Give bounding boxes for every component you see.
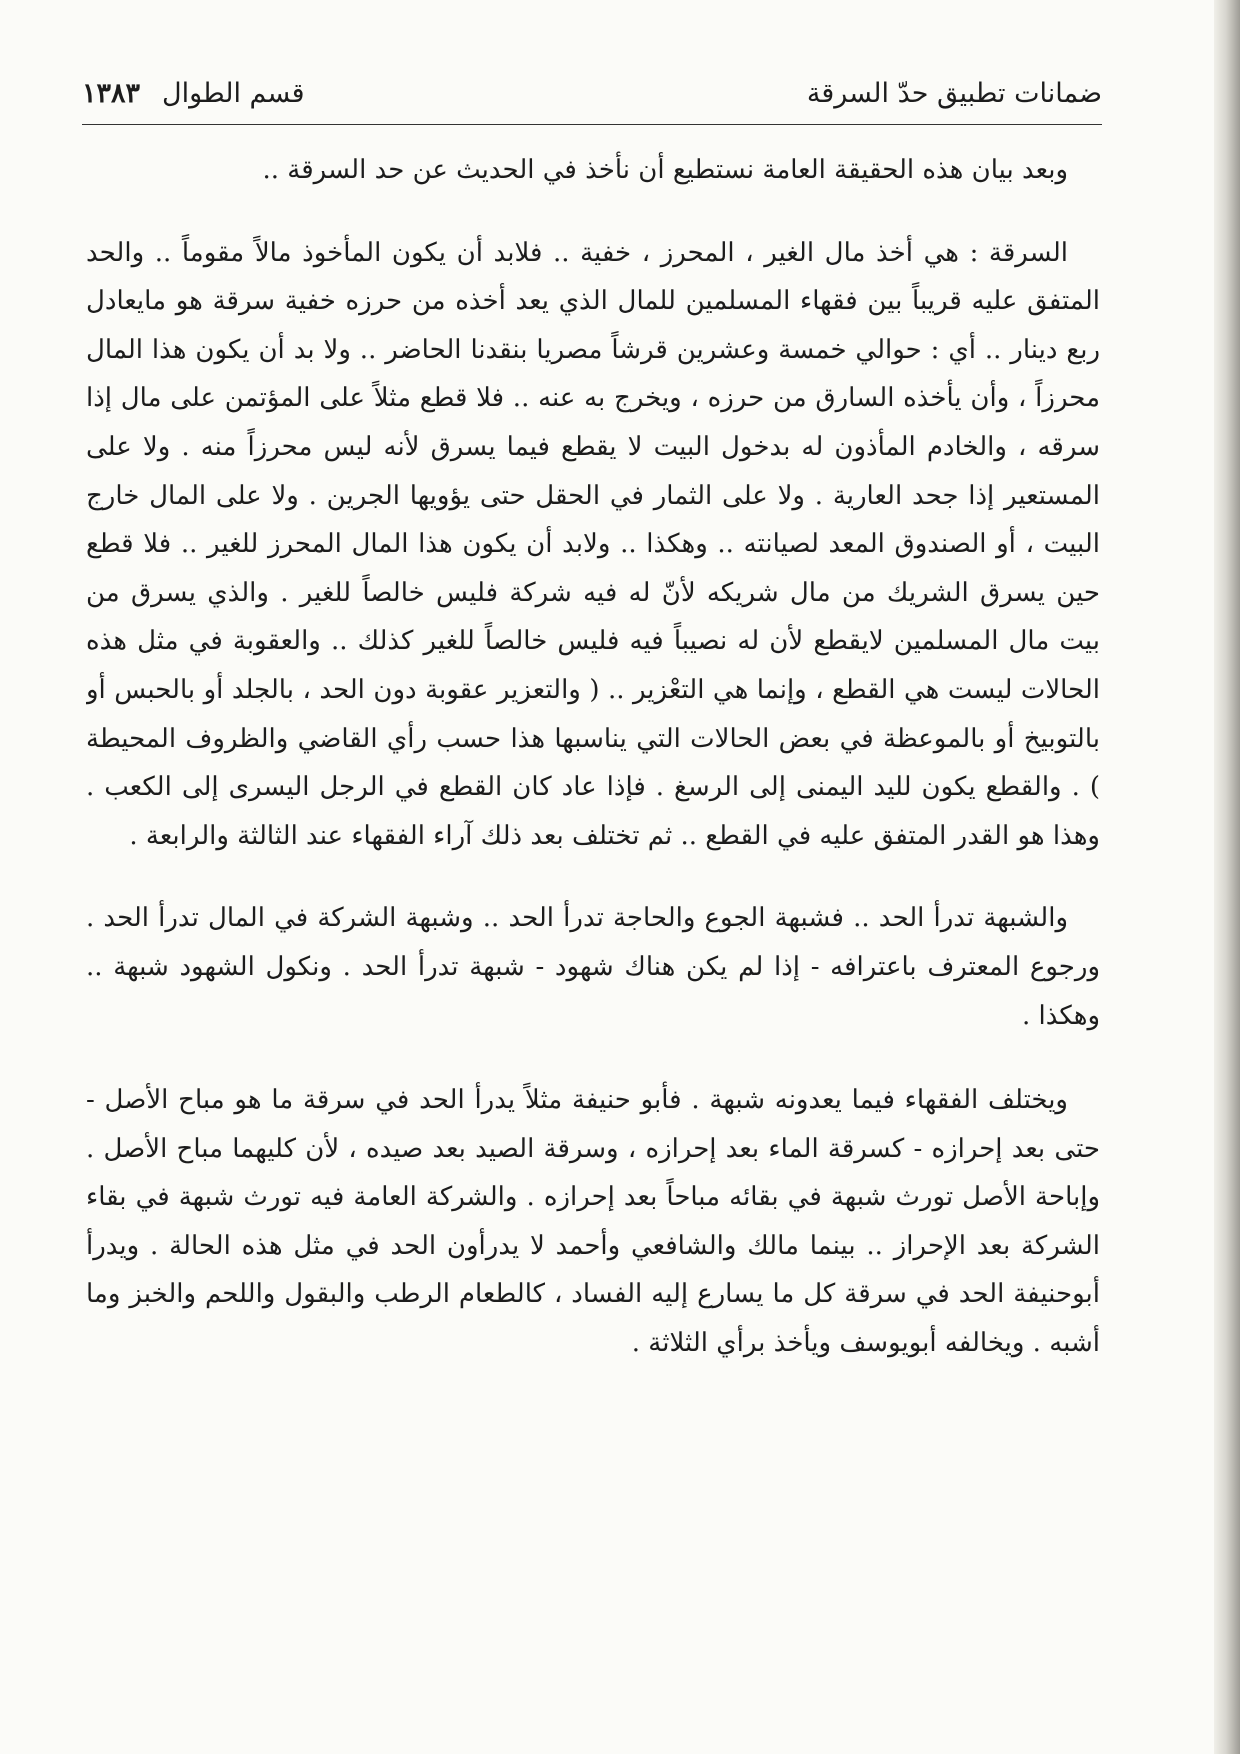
paragraph-theft-definition: السرقة : هي أخذ مال الغير ، المحرز ، خفية .. فلابد أن يكون المأخوذ مالاً مقوماً .. والحد المتفق عليه قريباً بين فقهاء المسلمين للمال الذي يعد أخذه من حرزه خفية سرقة هو مايعادل ربع دينار .. أي : حوالي خمسة وعشرين قرشاً مصريا بنقدنا الحاضر .. ولا بد أن يكون هذا المال محرزاً ، وأن يأخذه السارق من حرزه ، ويخرج به عنه .. فلا قطع مثلاً على المؤتمن على مال إذا سرقه ، والخادم المأذون له بدخول البيت لا يقطع فيما يسرق لأنه ليس محرزاً منه . ولا على المستعير إذا جحد العارية . ولا على الثمار في الحقل حتى يؤويها الجرين . ولا على المال خارج البيت ، أو الصندوق المعد لصيانته .. وهكذا .. ولابد أن يكون هذا المال المحرز للغير .. فلا قطع حين يسرق الشريك من مال شريكه لأنّ له فيه شركة فليس خالصاً للغير . والذي يسرق من بيت مال المسلمين لايقطع لأن له نصيباً فيه فليس خالصاً للغير كذلك .. والعقوبة في مثل هذه الحالات ليست هي القطع ، وإنما هي التعْزير .. ( والتعزير عقوبة دون الحد ، بالجلد أو بالحبس أو بالتوبيخ أو بالموعظة في بعض الحالات التي يناسبها هذا حسب رأي القاضي والظروف المحيطة ) . والقطع يكون لليد اليمنى إلى الرسغ . فإذا عاد كان القطع في الرجل اليسرى إلى الكعب . وهذا هو القدر المتفق عليه في القطع .. ثم تختلف بعد ذلك آراء الفقهاء عند الثالثة والرابعة .: [86, 237, 1100, 851]
paragraph-jurists-differ: ويختلف الفقهاء فيما يعدونه شبهة . فأبو حنيفة مثلاً يدرأ الحد في سرقة ما هو مباح الأصل - حتى بعد إحرازه - كسرقة الماء بعد إحرازه ، وسرقة الصيد بعد صيده ، لأن كليهما مباح الأصل . وإباحة الأصل تورث شبهة في بقائه مباحاً بعد إحرازه . والشركة العامة فيه تورث شبهة في بقاء الشركة بعد الإحراز .. بينما مالك والشافعي وأحمد لا يدرأون الحد في مثل هذه الحالة . ويدرأ أبوحنيفة الحد في سرقة كل ما يسارع إليه الفساد ، كالطعام الرطب والبقول واللحم والخبز وما أشبه . ويخالفه أبويوسف ويأخذ برأي الثلاثة .: [86, 1085, 1100, 1359]
page-body: [86, 146, 1100, 1726]
book-spine-shadow: [1214, 0, 1240, 1754]
section-title: قسم الطوال: [162, 78, 305, 109]
paragraph-doubt: والشبهة تدرأ الحد .. فشبهة الجوع والحاجة تدرأ الحد .. وشبهة الشركة في المال تدرأ الحد . ورجوع المعترف باعترافه - إذا لم يكن هناك شهود - شبهة تدرأ الحد . ونكول الشهود شبهة .. وهكذا .: [86, 903, 1100, 1031]
header-rule: [82, 124, 1102, 125]
paragraph-intro: وبعد بيان هذه الحقيقة العامة نستطيع أن نأخذ في الحديث عن حد السرقة ..: [262, 155, 1068, 185]
page-number: ١٣٨٣: [82, 78, 141, 109]
section-title-with-page-number: [82, 74, 305, 114]
running-title: ضمانات تطبيق حدّ السرقة: [806, 78, 1102, 109]
page-header: [82, 74, 1102, 114]
